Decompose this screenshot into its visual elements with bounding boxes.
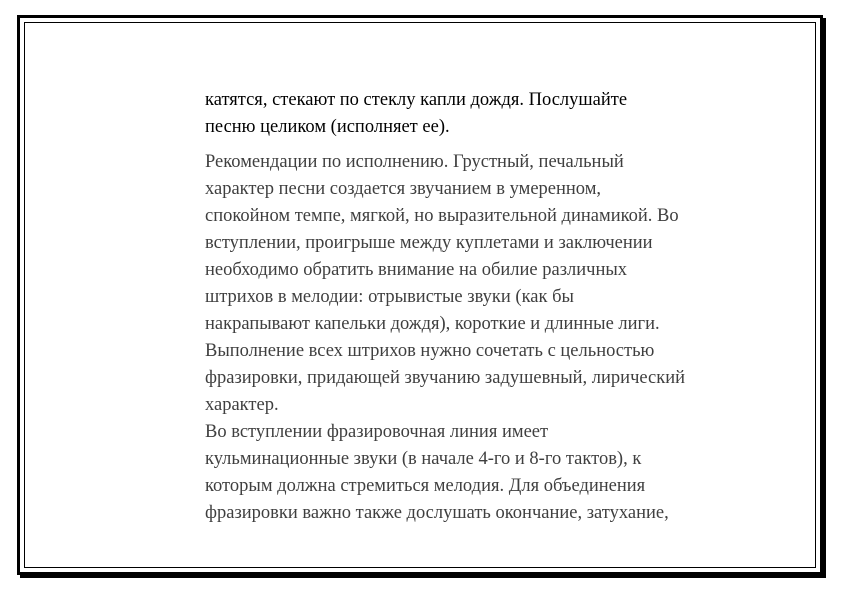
recommendations-paragraph [205,149,735,527]
text-line: кульминационные звуки (в начале 4-го и 8-го тактов), к [205,449,642,469]
text-line: спокойном темпе, мягкой, но выразительной динамикой. Во [205,206,679,226]
paragraph-gap [205,141,735,149]
text-line: вступлении, проигрыше между куплетами и заключении [205,233,653,253]
text-line: Во вступлении фразировочная линия имеет [205,422,549,442]
text-line: Рекомендации по исполнению. Грустный, печальный [205,152,624,172]
text-line: катятся, стекают по стеклу капли дождя. Послушайте [205,90,628,110]
text-line: необходимо обратить внимание на обилие различных [205,260,628,280]
intro-paragraph [205,87,735,141]
text-line: накрапывают капельки дождя), короткие и длинные лиги. [205,314,660,334]
text-line: фразировки важно также дослушать окончание, затухание, [205,503,669,523]
text-line: фразировки, придающей звучанию задушевный, лирический [205,368,686,388]
text-line: которым должна стремиться мелодия. Для объединения [205,476,646,496]
text-line: песню целиком (исполняет ее). [205,117,450,137]
text-line: штрихов в мелодии: отрывистые звуки (как бы [205,287,574,307]
text-line: характер. [205,395,279,415]
document-body [205,87,735,527]
text-line: характер песни создается звучанием в умеренном, [205,179,602,199]
text-line: Выполнение всех штрихов нужно сочетать с цельностью [205,341,655,361]
